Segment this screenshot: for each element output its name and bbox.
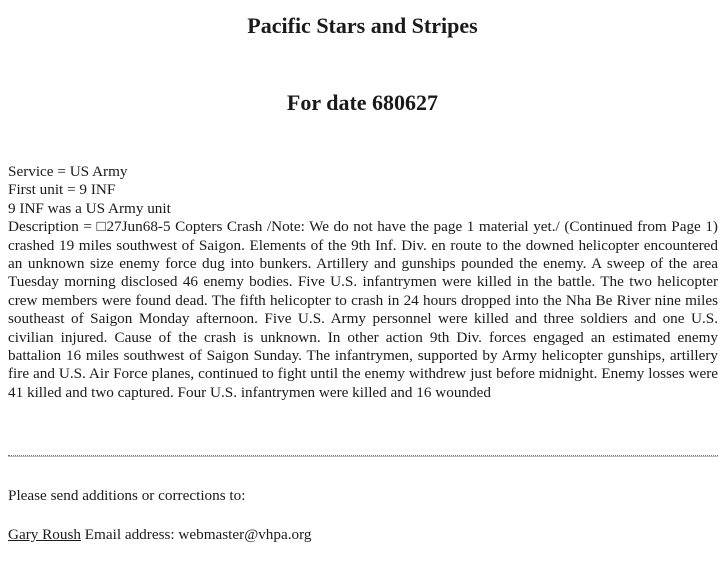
service-line: Service = US Army	[8, 163, 128, 180]
description-paragraph: Description = □27Jun68-5 Copters Crash /Note: We do not have the page 1 material yet./ (Continued from Page 1) crashed 19 miles southwest of Saigon. Elements of the 9th Inf. Div. en route to the downed helicopter encountered an unknown size enemy force dug into bunkers. Artillery and gunships pounded the enemy. A sweep of the area Tuesday morning disclosed 46 enemy bodies. Five U.S. infantrymen were killed in the battle. The two helicopter crew members were found dead. The fifth helicopter to crash in 24 hours dropped into the Nha Be River nine miles southeast of Saigon Monday afternoon. Five U.S. Army personnel were killed and three soldiers and one U.S. civilian injured. Cause of the crash is unknown. In other action 9th Div. forces engaged an estimated enemy battalion 16 miles southwest of Saigon Sunday. The infantrymen, supported by Army helicopter gunships, artillery fire and U.S. Air Force planes, continued to fight until the enemy withdrew just before midnight. Enemy losses were 41 killed and two captured. Four U.S. infantrymen were killed and 16 wounded	[8, 218, 718, 401]
send-corrections-text	[8, 487, 718, 505]
send-corrections-label: Please send additions or corrections to:	[8, 487, 246, 504]
contact-line	[8, 526, 718, 544]
contact-name-link[interactable]: Gary Roush	[8, 526, 81, 543]
page-title: Pacific Stars and Stripes	[247, 13, 478, 38]
horizontal-divider	[8, 455, 718, 456]
date-heading: For date 680627	[286, 90, 439, 115]
unit-note-line: 9 INF was a US Army unit	[8, 199, 171, 217]
email-address-text: Email address: webmaster@vhpa.org	[84, 526, 312, 543]
first-unit-line: First unit = 9 INF	[8, 181, 116, 199]
record-body	[8, 163, 718, 402]
